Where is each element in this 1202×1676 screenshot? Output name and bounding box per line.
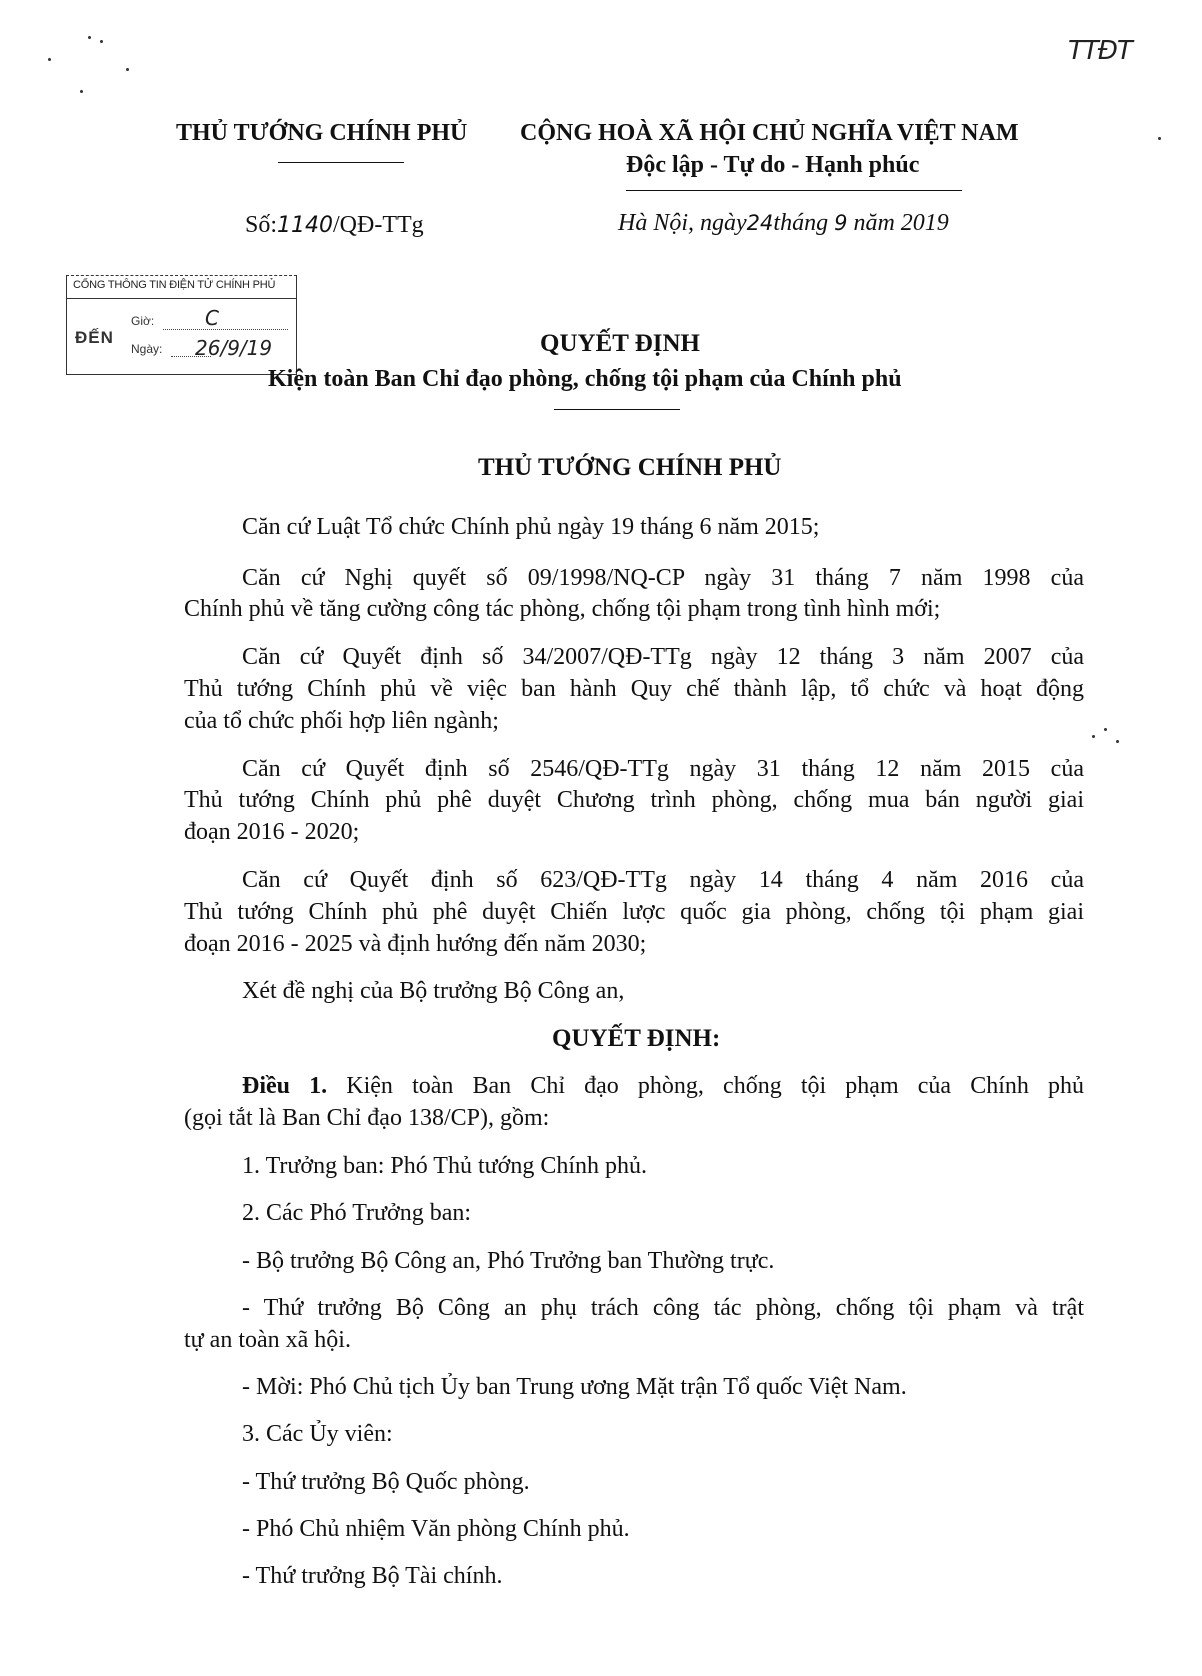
- corner-mark: TTĐT: [1068, 36, 1132, 66]
- scan-speck: [126, 68, 129, 71]
- document-number: [245, 212, 424, 239]
- preamble-5-line-1: Căn cứ Quyết định số 623/QĐ-TTg ngày 14 tháng 4 năm 2016 của: [242, 867, 1084, 893]
- stamp-ngay-value: 26/9/19: [195, 336, 273, 360]
- scan-speck: [88, 36, 91, 39]
- article-1-label: Điều 1.: [242, 1073, 328, 1099]
- document-subtitle: Kiện toàn Ban Chỉ đạo phòng, chống tội phạm của Chính phủ: [268, 366, 902, 392]
- preamble-3-line-2: Thủ tướng Chính phủ về việc ban hành Quy chế thành lập, tổ chức và hoạt động: [184, 676, 1084, 702]
- article-1-text: Kiện toàn Ban Chỉ đạo phòng, chống tội phạm của Chính phủ: [346, 1073, 1085, 1099]
- stamp-ngay-label: Ngày:: [131, 342, 163, 356]
- member-item: 1. Trưởng ban: Phó Thủ tướng Chính phủ.: [242, 1153, 648, 1179]
- document-title: QUYẾT ĐỊNH: [540, 330, 700, 357]
- preamble-5-line-3: đoạn 2016 - 2025 và định hướng đến năm 2030;: [184, 931, 647, 957]
- preamble-6-line-1: Xét đề nghị của Bộ trưởng Bộ Công an,: [242, 978, 625, 1004]
- member-item: - Thứ trưởng Bộ Công an phụ trách công tác phòng, chống tội phạm và trật: [242, 1295, 1084, 1321]
- doc-number-suffix: /QĐ-TTg: [333, 212, 424, 238]
- issue-date: [618, 210, 949, 237]
- date-year-text: năm 2019: [853, 210, 949, 236]
- member-item: 2. Các Phó Trưởng ban:: [242, 1200, 472, 1226]
- preamble-2-line-1: Căn cứ Nghị quyết số 09/1998/NQ-CP ngày 31 tháng 7 năm 1998 của: [242, 565, 1084, 591]
- article-1-line-1: [242, 1069, 1084, 1103]
- scan-speck: [1104, 728, 1107, 731]
- date-prefix: Hà Nội, ngày: [618, 210, 747, 236]
- received-stamp: [66, 275, 297, 375]
- stamp-den: ĐẾN: [75, 328, 114, 347]
- date-day-handwritten: 24: [746, 211, 774, 235]
- scan-speck: [1092, 735, 1095, 738]
- country-name: CỘNG HOÀ XÃ HỘI CHỦ NGHĨA VIỆT NAM: [520, 120, 1019, 146]
- national-motto: Độc lập - Tự do - Hạnh phúc: [626, 152, 920, 178]
- member-item: - Thứ trưởng Bộ Quốc phòng.: [242, 1469, 530, 1495]
- preamble-3-line-3: của tổ chức phối hợp liên ngành;: [184, 708, 499, 734]
- preamble-3-line-1: Căn cứ Quyết định số 34/2007/QĐ-TTg ngày 12 tháng 3 năm 2007 của: [242, 644, 1084, 670]
- doc-number-prefix: Số:: [245, 212, 278, 238]
- member-item: - Mời: Phó Chủ tịch Ủy ban Trung ương Mặt trận Tổ quốc Việt Nam.: [242, 1374, 907, 1400]
- preamble-5-line-2: Thủ tướng Chính phủ phê duyệt Chiến lược quốc gia phòng, chống tội phạm giai: [184, 899, 1084, 925]
- preamble-4-line-3: đoạn 2016 - 2020;: [184, 819, 360, 845]
- subtitle-rule: [554, 409, 680, 410]
- preamble-4-line-2: Thủ tướng Chính phủ phê duyệt Chương trình phòng, chống mua bán người giai: [184, 787, 1084, 813]
- preamble-2-line-2: Chính phủ về tăng cường công tác phòng, chống tội phạm trong tình hình mới;: [184, 596, 941, 622]
- member-item: 3. Các Ủy viên:: [242, 1421, 393, 1447]
- doc-number-handwritten: 1140: [277, 213, 334, 238]
- date-month-text: tháng: [773, 210, 829, 236]
- stamp-gio-dots: [163, 329, 288, 330]
- header-right-rule: [626, 190, 962, 191]
- scan-speck: [48, 58, 51, 61]
- member-item-continued: tự an toàn xã hội.: [184, 1327, 351, 1353]
- date-month-handwritten: 9: [834, 211, 848, 235]
- preamble-4-line-1: Căn cứ Quyết định số 2546/QĐ-TTg ngày 31 tháng 12 năm 2015 của: [242, 756, 1084, 782]
- scan-speck: [80, 90, 83, 93]
- member-item: - Bộ trưởng Bộ Công an, Phó Trưởng ban Thường trực.: [242, 1248, 775, 1274]
- member-item: - Phó Chủ nhiệm Văn phòng Chính phủ.: [242, 1516, 630, 1542]
- decision-heading: QUYẾT ĐỊNH:: [552, 1025, 721, 1052]
- scan-speck: [1116, 740, 1119, 743]
- stamp-gio-value: C: [205, 306, 219, 330]
- stamp-gio-label: Giờ:: [131, 314, 155, 328]
- member-item: - Thứ trưởng Bộ Tài chính.: [242, 1563, 503, 1589]
- decision-authority: THỦ TƯỚNG CHÍNH PHỦ: [478, 454, 782, 481]
- scan-speck: [100, 40, 103, 43]
- scan-speck: [1158, 137, 1161, 140]
- article-1-line-2: (gọi tắt là Ban Chỉ đạo 138/CP), gồm:: [184, 1105, 550, 1131]
- stamp-heading: CỔNG THÔNG TIN ĐIỆN TỬ CHÍNH PHỦ: [73, 279, 276, 291]
- header-left-rule: [278, 162, 404, 163]
- issuing-authority: THỦ TƯỚNG CHÍNH PHỦ: [176, 120, 468, 146]
- preamble-1-line-1: Căn cứ Luật Tổ chức Chính phủ ngày 19 tháng 6 năm 2015;: [242, 514, 820, 540]
